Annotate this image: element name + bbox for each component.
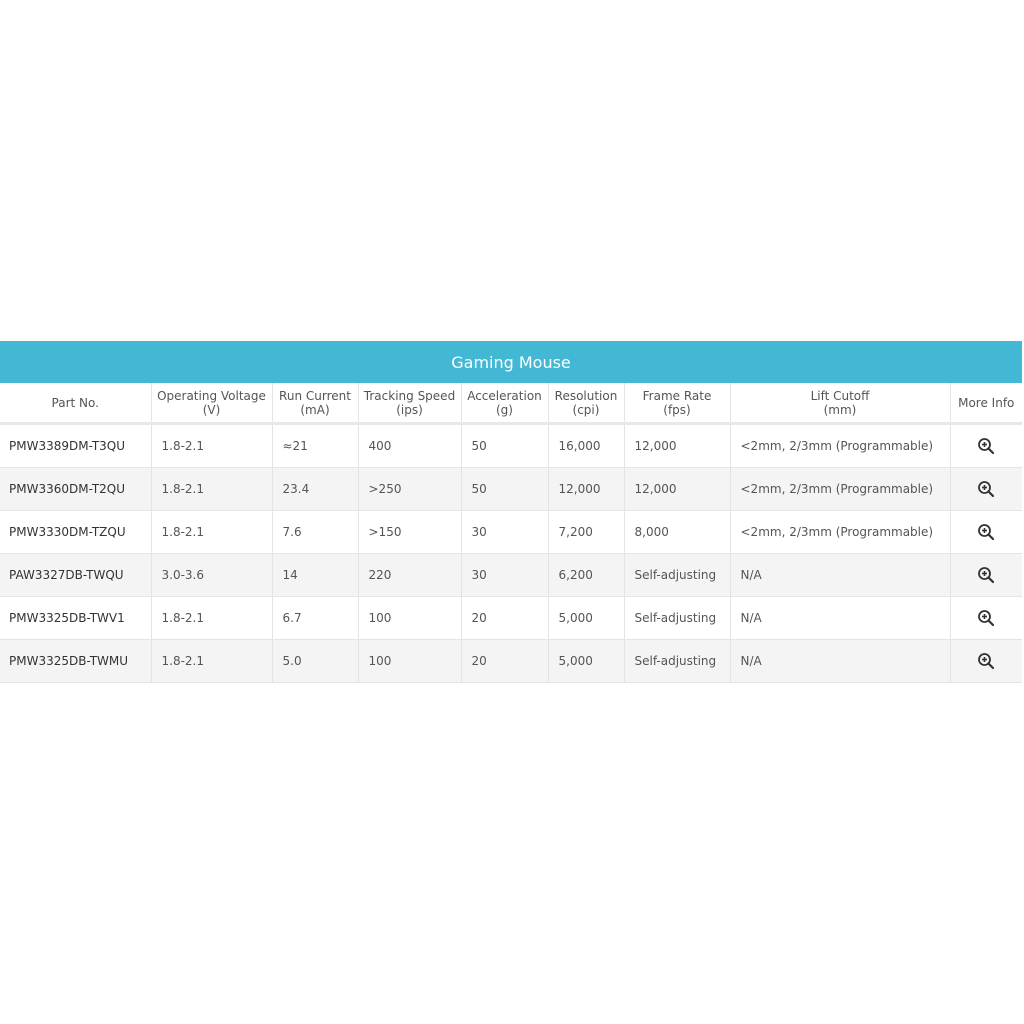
- frame-rate-cell: 8,000: [624, 511, 730, 554]
- acceleration-cell: 30: [461, 511, 548, 554]
- operating-voltage-cell: 1.8-2.1: [151, 640, 272, 683]
- lift-cutoff-cell: <2mm, 2/3mm (Programmable): [730, 468, 950, 511]
- part-number-cell: PAW3327DB-TWQU: [0, 554, 151, 597]
- operating-voltage-cell: 1.8-2.1: [151, 597, 272, 640]
- lift-cutoff-cell: <2mm, 2/3mm (Programmable): [730, 511, 950, 554]
- more-info-cell: [950, 554, 1022, 597]
- header-label: Lift Cutoff: [810, 388, 870, 403]
- operating-voltage-cell: 1.8-2.1: [151, 468, 272, 511]
- part-number-cell: PMW3360DM-T2QU: [0, 468, 151, 511]
- operating-voltage-cell: 1.8-2.1: [151, 424, 272, 468]
- table-row: [0, 597, 1022, 640]
- header-label: Run Current: [279, 388, 351, 403]
- table-row: [0, 424, 1022, 468]
- part-number-cell: PMW3325DB-TWMU: [0, 640, 151, 683]
- resolution-cell: 12,000: [548, 468, 624, 511]
- tracking-speed-cell: 100: [358, 640, 461, 683]
- acceleration-cell: 20: [461, 597, 548, 640]
- frame-rate-cell: Self-adjusting: [624, 597, 730, 640]
- more-info-cell: [950, 424, 1022, 468]
- column-header-frame-rate: [624, 383, 730, 424]
- header-unit: (mA): [300, 402, 330, 417]
- acceleration-cell: 20: [461, 640, 548, 683]
- table-row: [0, 511, 1022, 554]
- lift-cutoff-cell: N/A: [730, 554, 950, 597]
- acceleration-cell: 30: [461, 554, 548, 597]
- part-number-cell: PMW3330DM-TZQU: [0, 511, 151, 554]
- table-row: [0, 640, 1022, 683]
- tracking-speed-cell: 220: [358, 554, 461, 597]
- run-current-cell: 14: [272, 554, 358, 597]
- run-current-cell: 5.0: [272, 640, 358, 683]
- run-current-cell: 23.4: [272, 468, 358, 511]
- table-title: Gaming Mouse: [0, 341, 1022, 383]
- part-number-cell: PMW3389DM-T3QU: [0, 424, 151, 468]
- header-label: Resolution: [554, 388, 618, 403]
- more-info-cell: [950, 640, 1022, 683]
- resolution-cell: 6,200: [548, 554, 624, 597]
- column-header-part-no: [0, 383, 151, 424]
- resolution-cell: 5,000: [548, 597, 624, 640]
- column-header-run-current: [272, 383, 358, 424]
- tracking-speed-cell: >150: [358, 511, 461, 554]
- column-header-operating-voltage: [151, 383, 272, 424]
- lift-cutoff-cell: N/A: [730, 597, 950, 640]
- more-info-cell: [950, 511, 1022, 554]
- lift-cutoff-cell: <2mm, 2/3mm (Programmable): [730, 424, 950, 468]
- run-current-cell: ≈21: [272, 424, 358, 468]
- column-header-acceleration: [461, 383, 548, 424]
- frame-rate-cell: Self-adjusting: [624, 640, 730, 683]
- run-current-cell: 6.7: [272, 597, 358, 640]
- spec-table: [0, 383, 1022, 683]
- table-body: [0, 424, 1022, 683]
- run-current-cell: 7.6: [272, 511, 358, 554]
- header-unit: (cpi): [572, 402, 600, 417]
- tracking-speed-cell: >250: [358, 468, 461, 511]
- column-header-resolution: [548, 383, 624, 424]
- column-header-more-info: [950, 383, 1022, 424]
- spec-table-container: [0, 341, 1022, 683]
- acceleration-cell: 50: [461, 468, 548, 511]
- header-label: Tracking Speed: [363, 388, 456, 403]
- header-unit: (mm): [823, 402, 857, 417]
- frame-rate-cell: Self-adjusting: [624, 554, 730, 597]
- zoom-in-icon[interactable]: [977, 523, 995, 541]
- column-header-tracking-speed: [358, 383, 461, 424]
- zoom-in-icon[interactable]: [977, 480, 995, 498]
- header-unit: (ips): [396, 402, 423, 417]
- header-unit: (V): [202, 402, 221, 417]
- header-unit: (g): [496, 402, 513, 417]
- header-unit: (fps): [663, 402, 691, 417]
- header-label: Acceleration: [467, 388, 542, 403]
- resolution-cell: 16,000: [548, 424, 624, 468]
- header-label: More Info: [958, 395, 1015, 410]
- lift-cutoff-cell: N/A: [730, 640, 950, 683]
- acceleration-cell: 50: [461, 424, 548, 468]
- header-label: Part No.: [51, 395, 99, 410]
- header-label: Operating Voltage: [157, 388, 266, 403]
- resolution-cell: 7,200: [548, 511, 624, 554]
- tracking-speed-cell: 100: [358, 597, 461, 640]
- operating-voltage-cell: 1.8-2.1: [151, 511, 272, 554]
- part-number-cell: PMW3325DB-TWV1: [0, 597, 151, 640]
- zoom-in-icon[interactable]: [977, 566, 995, 584]
- frame-rate-cell: 12,000: [624, 424, 730, 468]
- header-label: Frame Rate: [642, 388, 712, 403]
- operating-voltage-cell: 3.0-3.6: [151, 554, 272, 597]
- column-header-lift-cutoff: [730, 383, 950, 424]
- zoom-in-icon[interactable]: [977, 437, 995, 455]
- header-row: [0, 383, 1022, 424]
- zoom-in-icon[interactable]: [977, 652, 995, 670]
- tracking-speed-cell: 400: [358, 424, 461, 468]
- more-info-cell: [950, 468, 1022, 511]
- more-info-cell: [950, 597, 1022, 640]
- resolution-cell: 5,000: [548, 640, 624, 683]
- frame-rate-cell: 12,000: [624, 468, 730, 511]
- table-row: [0, 468, 1022, 511]
- table-row: [0, 554, 1022, 597]
- zoom-in-icon[interactable]: [977, 609, 995, 627]
